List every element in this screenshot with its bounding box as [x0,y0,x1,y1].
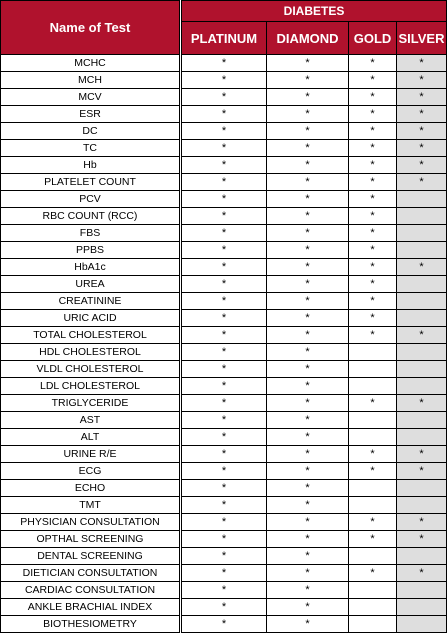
table-row [1,174,447,191]
table-row [1,225,447,242]
gold-mark-cell: * [349,225,397,242]
diamond-mark-cell: * [267,259,349,276]
silver-mark-cell: * [397,514,447,531]
platinum-mark-cell: * [181,327,267,344]
test-name-cell: MCV [1,89,181,106]
silver-mark-cell: * [397,140,447,157]
silver-mark-cell [397,480,447,497]
test-name-cell: MCH [1,72,181,89]
gold-mark-cell: * [349,174,397,191]
platinum-mark-cell: * [181,361,267,378]
platinum-mark-cell: * [181,412,267,429]
table-row [1,395,447,412]
platinum-mark-cell: * [181,106,267,123]
table-row [1,514,447,531]
test-name-cell: PPBS [1,242,181,259]
platinum-mark-cell: * [181,89,267,106]
diamond-mark-cell: * [267,395,349,412]
test-name-cell: PHYSICIAN CONSULTATION [1,514,181,531]
table-row [1,276,447,293]
diamond-mark-cell: * [267,582,349,599]
silver-mark-cell [397,225,447,242]
platinum-mark-cell: * [181,55,267,72]
platinum-mark-cell: * [181,191,267,208]
table-row [1,480,447,497]
platinum-mark-cell: * [181,72,267,89]
table-row [1,259,447,276]
test-name-cell: TRIGLYCERIDE [1,395,181,412]
test-name-cell: AST [1,412,181,429]
table-row [1,106,447,123]
table-row [1,344,447,361]
diamond-mark-cell: * [267,514,349,531]
gold-mark-cell [349,582,397,599]
diamond-mark-cell: * [267,89,349,106]
gold-mark-cell [349,344,397,361]
silver-mark-cell [397,378,447,395]
diamond-mark-cell: * [267,310,349,327]
platinum-mark-cell: * [181,242,267,259]
table-row [1,548,447,565]
diamond-mark-cell: * [267,565,349,582]
platinum-mark-cell: * [181,293,267,310]
table-row [1,157,447,174]
gold-mark-cell: * [349,208,397,225]
silver-mark-cell [397,344,447,361]
test-name-cell: URINE R/E [1,446,181,463]
silver-mark-cell: * [397,55,447,72]
silver-mark-cell [397,497,447,514]
table-row [1,293,447,310]
silver-mark-cell [397,310,447,327]
gold-mark-cell [349,361,397,378]
gold-mark-cell: * [349,157,397,174]
diamond-mark-cell: * [267,446,349,463]
diamond-mark-cell: * [267,72,349,89]
gold-mark-cell [349,480,397,497]
table-row [1,616,447,633]
silver-mark-cell: * [397,531,447,548]
table-row [1,242,447,259]
table-row [1,140,447,157]
silver-mark-cell [397,582,447,599]
platinum-mark-cell: * [181,582,267,599]
gold-mark-cell: * [349,395,397,412]
platinum-mark-cell: * [181,225,267,242]
diamond-mark-cell: * [267,293,349,310]
silver-mark-cell [397,548,447,565]
silver-header: SILVER [397,22,447,55]
diamond-mark-cell: * [267,599,349,616]
silver-mark-cell: * [397,565,447,582]
table-row [1,123,447,140]
platinum-mark-cell: * [181,344,267,361]
gold-mark-cell [349,497,397,514]
gold-mark-cell [349,616,397,633]
test-name-cell: BIOTHESIOMETRY [1,616,181,633]
gold-mark-cell: * [349,89,397,106]
gold-mark-cell: * [349,106,397,123]
platinum-mark-cell: * [181,565,267,582]
table-row [1,191,447,208]
platinum-mark-cell: * [181,276,267,293]
test-rows [1,55,447,633]
gold-mark-cell: * [349,242,397,259]
diamond-mark-cell: * [267,344,349,361]
diamond-mark-cell: * [267,191,349,208]
table-row [1,497,447,514]
table-row [1,327,447,344]
diamond-mark-cell: * [267,327,349,344]
diamond-mark-cell: * [267,480,349,497]
silver-mark-cell: * [397,157,447,174]
test-name-cell: ANKLE BRACHIAL INDEX [1,599,181,616]
table-row [1,310,447,327]
test-name-cell: CARDIAC CONSULTATION [1,582,181,599]
platinum-mark-cell: * [181,378,267,395]
diamond-mark-cell: * [267,55,349,72]
test-name-cell: ECHO [1,480,181,497]
platinum-mark-cell: * [181,446,267,463]
gold-mark-cell [349,412,397,429]
silver-mark-cell [397,429,447,446]
diamond-mark-cell: * [267,225,349,242]
diamond-mark-cell: * [267,123,349,140]
silver-mark-cell: * [397,89,447,106]
test-name-cell: Hb [1,157,181,174]
gold-mark-cell [349,429,397,446]
table-row [1,89,447,106]
silver-mark-cell [397,242,447,259]
test-name-cell: CREATININE [1,293,181,310]
diamond-mark-cell: * [267,361,349,378]
silver-mark-cell: * [397,259,447,276]
platinum-mark-cell: * [181,395,267,412]
silver-mark-cell [397,293,447,310]
test-name-cell: PCV [1,191,181,208]
diamond-mark-cell: * [267,106,349,123]
platinum-mark-cell: * [181,480,267,497]
test-name-cell: TMT [1,497,181,514]
gold-mark-cell: * [349,565,397,582]
platinum-mark-cell: * [181,463,267,480]
diamond-mark-cell: * [267,616,349,633]
diabetes-group-header: DIABETES [181,1,447,22]
platinum-mark-cell: * [181,140,267,157]
silver-mark-cell [397,208,447,225]
platinum-header: PLATINUM [181,22,267,55]
test-name-cell: OPTHAL SCREENING [1,531,181,548]
table-row [1,582,447,599]
diamond-mark-cell: * [267,378,349,395]
platinum-mark-cell: * [181,616,267,633]
test-name-cell: RBC COUNT (RCC) [1,208,181,225]
table-row [1,412,447,429]
platinum-mark-cell: * [181,157,267,174]
gold-mark-cell [349,599,397,616]
platinum-mark-cell: * [181,548,267,565]
diamond-mark-cell: * [267,531,349,548]
platinum-mark-cell: * [181,531,267,548]
test-name-cell: URIC ACID [1,310,181,327]
diamond-mark-cell: * [267,276,349,293]
gold-mark-cell: * [349,140,397,157]
silver-mark-cell: * [397,463,447,480]
diamond-mark-cell: * [267,497,349,514]
platinum-mark-cell: * [181,599,267,616]
silver-mark-cell [397,616,447,633]
platinum-mark-cell: * [181,259,267,276]
test-name-cell: TC [1,140,181,157]
table-row [1,55,447,72]
table-row [1,378,447,395]
table-row [1,429,447,446]
silver-mark-cell: * [397,72,447,89]
gold-mark-cell: * [349,72,397,89]
silver-mark-cell: * [397,174,447,191]
platinum-mark-cell: * [181,429,267,446]
diamond-mark-cell: * [267,208,349,225]
silver-mark-cell [397,276,447,293]
test-name-cell: ECG [1,463,181,480]
gold-mark-cell: * [349,293,397,310]
silver-mark-cell [397,599,447,616]
diamond-mark-cell: * [267,174,349,191]
test-name-cell: ESR [1,106,181,123]
test-name-cell: FBS [1,225,181,242]
silver-mark-cell: * [397,123,447,140]
test-name-cell: HbA1c [1,259,181,276]
gold-header: GOLD [349,22,397,55]
diamond-mark-cell: * [267,140,349,157]
platinum-mark-cell: * [181,514,267,531]
gold-mark-cell [349,548,397,565]
diamond-mark-cell: * [267,412,349,429]
table-row [1,463,447,480]
diamond-mark-cell: * [267,463,349,480]
test-name-cell: LDL CHOLESTEROL [1,378,181,395]
table-row [1,446,447,463]
gold-mark-cell: * [349,276,397,293]
test-name-cell: HDL CHOLESTEROL [1,344,181,361]
table-row [1,72,447,89]
test-name-cell: DENTAL SCREENING [1,548,181,565]
platinum-mark-cell: * [181,174,267,191]
table-row [1,531,447,548]
platinum-mark-cell: * [181,123,267,140]
gold-mark-cell: * [349,55,397,72]
silver-mark-cell [397,412,447,429]
platinum-mark-cell: * [181,497,267,514]
platinum-mark-cell: * [181,208,267,225]
silver-mark-cell [397,361,447,378]
silver-mark-cell: * [397,395,447,412]
diamond-mark-cell: * [267,429,349,446]
test-name-cell: ALT [1,429,181,446]
test-name-cell: UREA [1,276,181,293]
platinum-mark-cell: * [181,310,267,327]
silver-mark-cell: * [397,327,447,344]
gold-mark-cell: * [349,310,397,327]
test-name-cell: VLDL CHOLESTEROL [1,361,181,378]
test-name-cell: DC [1,123,181,140]
test-name-cell: MCHC [1,55,181,72]
table-row [1,565,447,582]
diamond-mark-cell: * [267,242,349,259]
test-name-header: Name of Test [1,1,181,55]
gold-mark-cell: * [349,514,397,531]
silver-mark-cell: * [397,446,447,463]
gold-mark-cell: * [349,123,397,140]
gold-mark-cell: * [349,531,397,548]
gold-mark-cell: * [349,191,397,208]
gold-mark-cell: * [349,446,397,463]
diamond-mark-cell: * [267,157,349,174]
test-name-cell: TOTAL CHOLESTEROL [1,327,181,344]
gold-mark-cell [349,378,397,395]
gold-mark-cell: * [349,327,397,344]
diamond-header: DIAMOND [267,22,349,55]
test-name-cell: PLATELET COUNT [1,174,181,191]
gold-mark-cell: * [349,463,397,480]
gold-mark-cell: * [349,259,397,276]
table-row [1,599,447,616]
silver-mark-cell [397,191,447,208]
test-name-cell: DIETICIAN CONSULTATION [1,565,181,582]
table-row [1,208,447,225]
table-row [1,361,447,378]
diamond-mark-cell: * [267,548,349,565]
silver-mark-cell: * [397,106,447,123]
